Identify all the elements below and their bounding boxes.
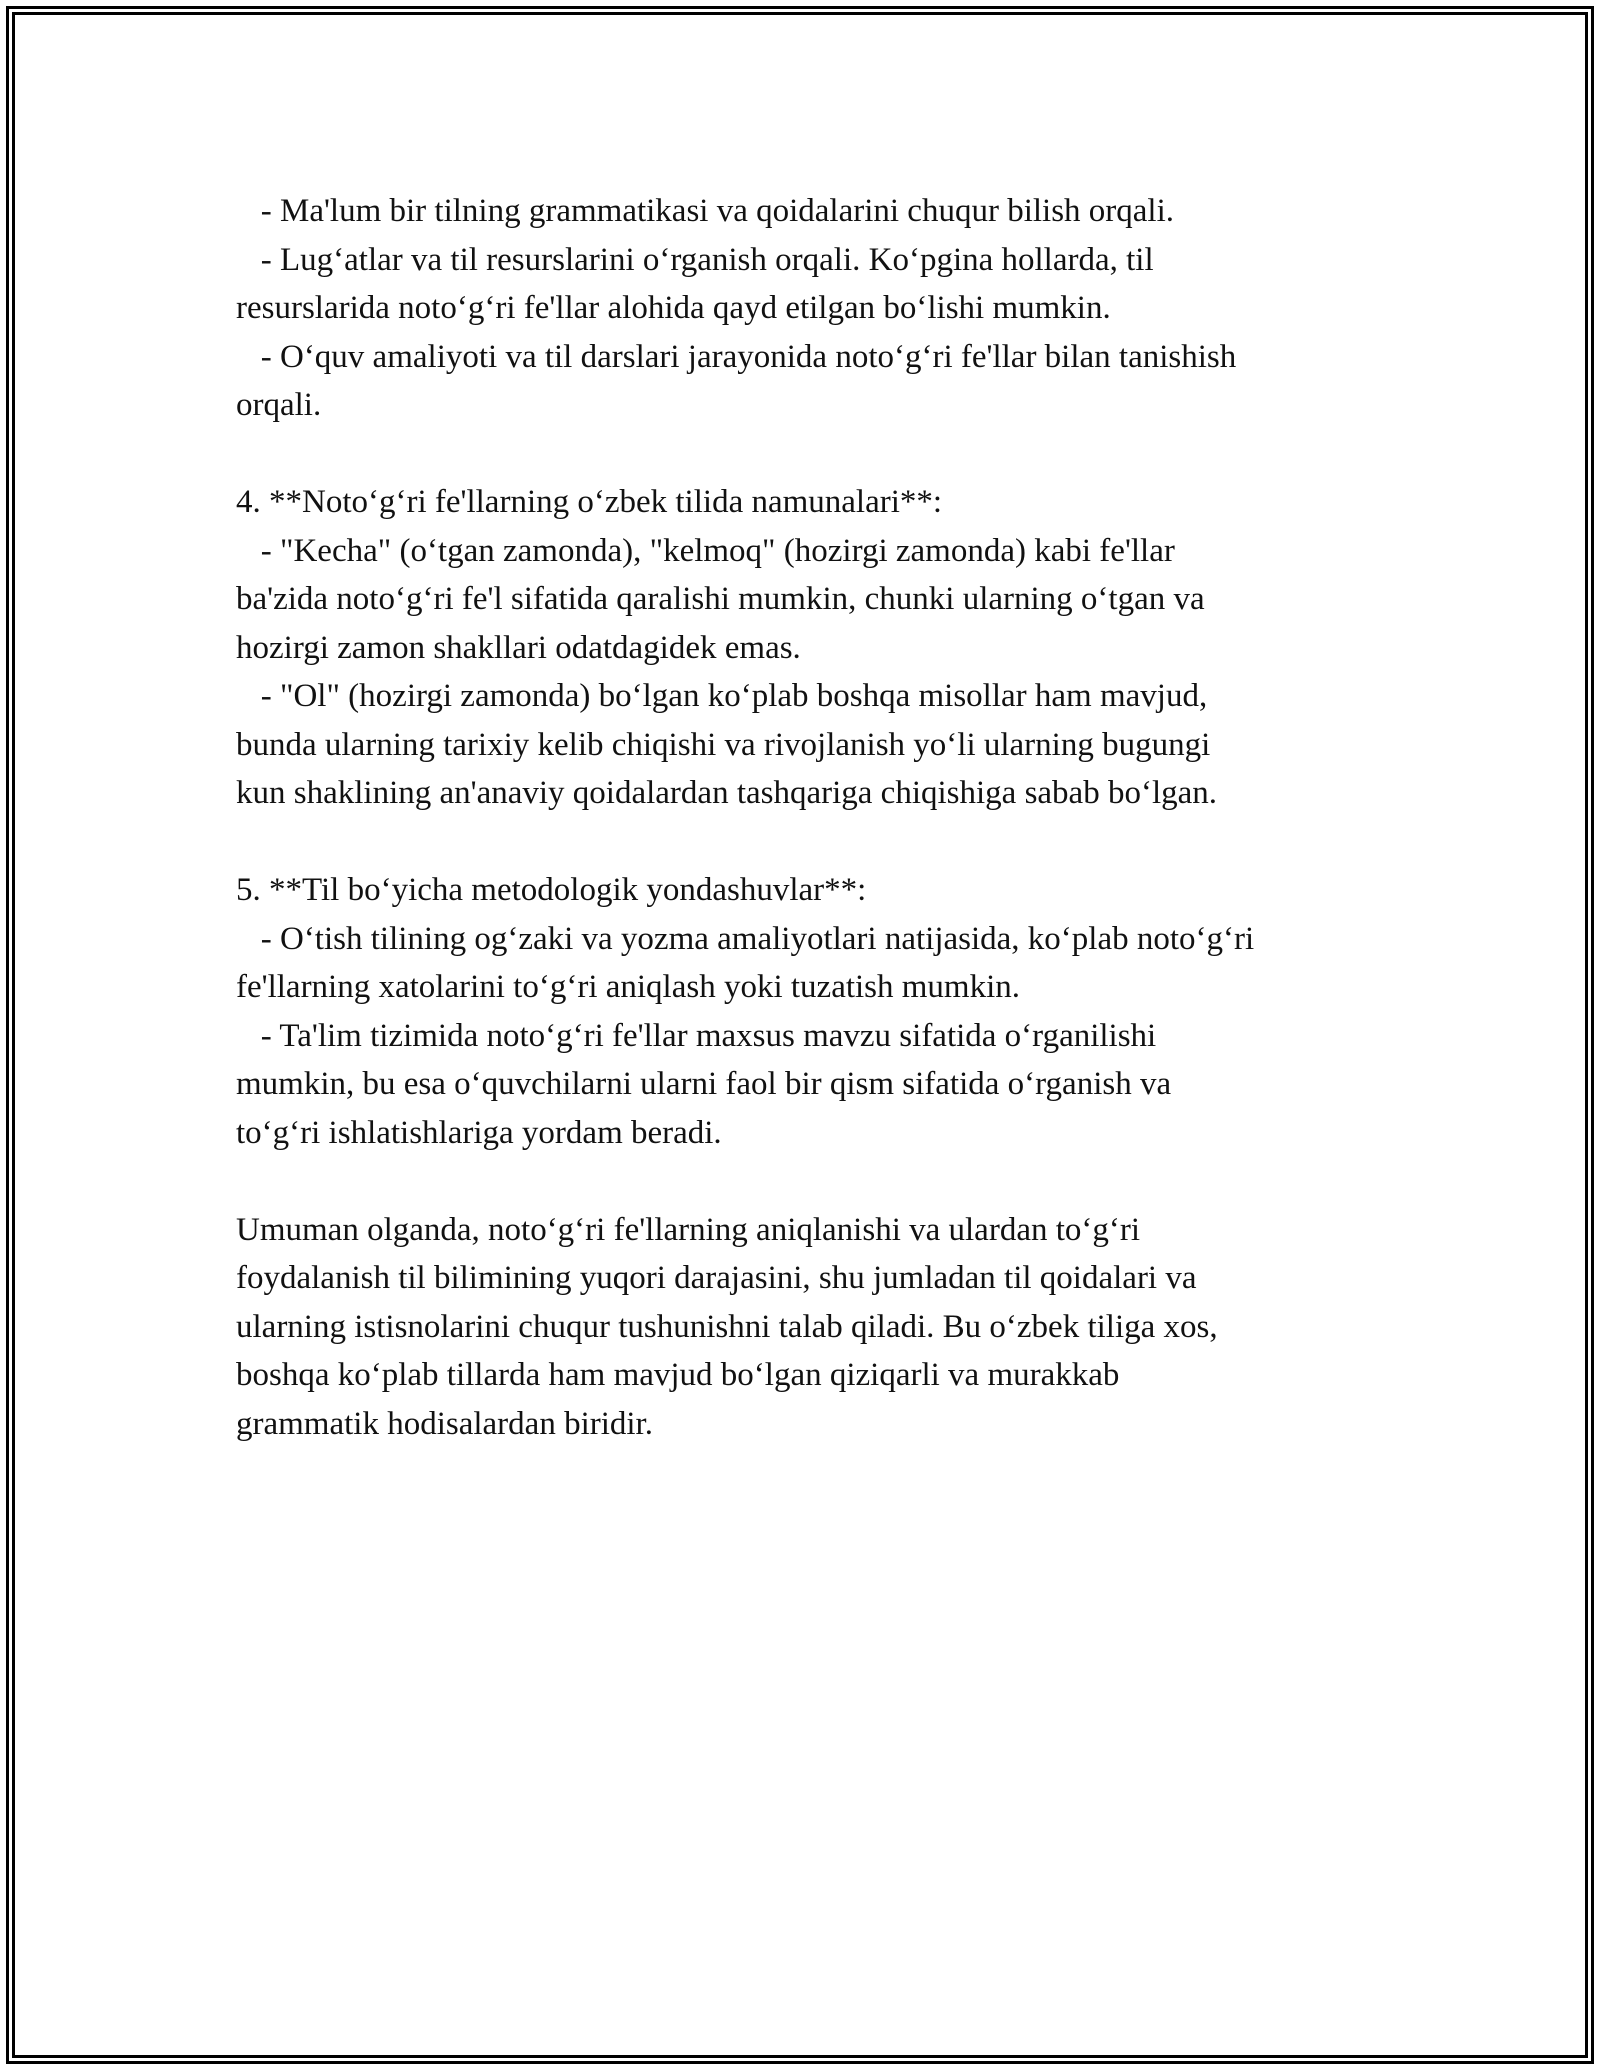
text-line: ba'zida noto‘g‘ri fe'l sifatida qaralishi mumkin, chunki ularning o‘tgan va xyxy=(236,581,1205,617)
text-line: mumkin, bu esa o‘quvchilarni ularni faol bir qism sifatida o‘rganish va xyxy=(236,1066,1172,1102)
text-line: - Lug‘atlar va til resurslarini o‘rganish orqali. Ko‘pgina hollarda, til xyxy=(236,241,1154,278)
text-line: - "Ol" (hozirgi zamonda) bo‘lgan ko‘plab boshqa misollar ham mavjud, xyxy=(236,678,1208,714)
paragraph-spacer xyxy=(236,1157,1416,1206)
text-line: - O‘tish tilining og‘zaki va yozma amaliyotlari natijasida, ko‘plab noto‘g‘ri xyxy=(236,920,1255,957)
paragraph-spacer xyxy=(236,430,1416,479)
text-line: grammatik hodisalardan biridir. xyxy=(236,1405,653,1442)
text-line: - "Kecha" (o‘tgan zamonda), "kelmoq" (hozirgi zamonda) kabi fe'llar xyxy=(236,532,1175,569)
text-line: - Ta'lim tizimida noto‘g‘ri fe'llar maxsus mavzu sifatida o‘rganilishi xyxy=(236,1017,1157,1054)
paragraph-block xyxy=(236,187,1416,430)
text-line: orqali. xyxy=(236,387,322,423)
text-line: Umuman olganda, noto‘g‘ri fe'llarning aniqlanishi va ulardan to‘g‘ri xyxy=(236,1211,1141,1248)
text-line: kun shaklining an'anaviy qoidalardan tashqariga chiqishiga sabab bo‘lgan. xyxy=(236,775,1218,811)
text-line: ularning istisnolarini chuqur tushunishni talab qiladi. Bu o‘zbek tiliga xos, xyxy=(236,1308,1218,1345)
text-line: bunda ularning tarixiy kelib chiqishi va rivojlanish yo‘li ularning bugungi xyxy=(236,726,1211,763)
paragraph-block xyxy=(236,866,1416,1157)
text-line: resurslarida noto‘g‘ri fe'llar alohida qayd etilgan bo‘lishi mumkin. xyxy=(236,290,1111,326)
section-heading: 5. **Til bo‘yicha metodologik yondashuvlar**: xyxy=(236,872,867,908)
text-line: foydalanish til bilimining yuqori darajasini, shu jumladan til qoidalari va xyxy=(236,1260,1197,1296)
paragraph-spacer xyxy=(236,818,1416,867)
text-line: - Ma'lum bir tilning grammatikasi va qoidalarini chuqur bilish orqali. xyxy=(236,193,1175,229)
text-line: boshqa ko‘plab tillarda ham mavjud bo‘lgan qiziqarli va murakkab xyxy=(236,1357,1120,1393)
text-line: hozirgi zamon shakllari odatdagidek emas. xyxy=(236,629,801,666)
text-line: - O‘quv amaliyoti va til darslari jarayonida noto‘g‘ri fe'llar bilan tanishish xyxy=(236,338,1237,375)
text-line: to‘g‘ri ishlatishlariga yordam beradi. xyxy=(236,1114,722,1151)
paragraph-block xyxy=(236,1206,1416,1449)
paragraph-block xyxy=(236,478,1416,818)
document-body xyxy=(236,187,1416,1448)
section-heading: 4. **Noto‘g‘ri fe'llarning o‘zbek tilida namunalari**: xyxy=(236,484,943,520)
text-line: fe'llarning xatolarini to‘g‘ri aniqlash yoki tuzatish mumkin. xyxy=(236,969,1021,1005)
